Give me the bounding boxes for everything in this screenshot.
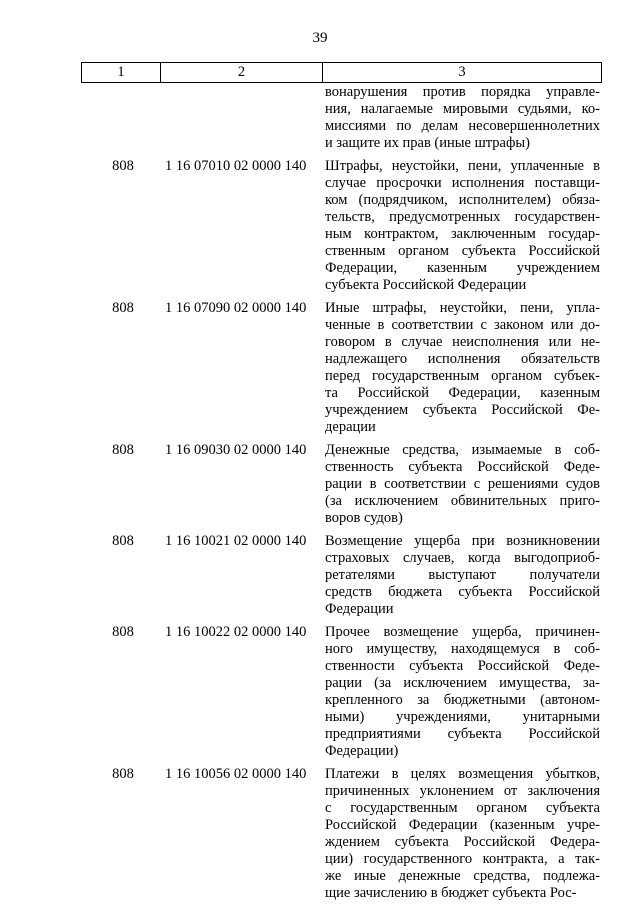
description-line: Денежные средства, изымаемые в соб-	[325, 442, 600, 458]
description-line: рации в соответствии с решениями судов	[325, 476, 600, 492]
kbk-code-cell: 1 16 09030 02 0000 140	[165, 442, 307, 458]
description-line: рации (за исключением имущества, за-	[325, 675, 600, 691]
kbk-code-cell: 1 16 07090 02 0000 140	[165, 300, 307, 316]
admin-code-cell: 808	[112, 442, 134, 458]
description-line: миссиями по делам несовершеннолетних	[325, 118, 600, 134]
description-line: щие зачислению в бюджет субъекта Рос-	[325, 885, 577, 901]
description-cell	[325, 624, 600, 760]
description-line: воров судов)	[325, 510, 403, 526]
description-line: Федерации	[325, 601, 394, 617]
admin-code-cell: 808	[112, 766, 134, 782]
description-line: ченные в соответствии с законом или до-	[325, 317, 600, 333]
kbk-code-cell: 1 16 10056 02 0000 140	[165, 766, 307, 782]
description-line: Штрафы, неустойки, пени, уплаченные в	[325, 158, 600, 174]
description-line: средств бюджета субъекта Российской	[325, 584, 600, 600]
kbk-code-cell: 1 16 10021 02 0000 140	[165, 533, 307, 549]
description-line: субъекта Российской Федерации	[325, 277, 527, 293]
description-line: предприятиями субъекта Российской	[325, 726, 600, 742]
description-line: ным контрактом, заключенным государ-	[325, 226, 600, 242]
header-col-2: 2	[161, 63, 323, 83]
description-cell	[325, 158, 600, 294]
table-row	[81, 533, 600, 618]
table-row	[81, 624, 600, 760]
table-header	[81, 62, 602, 83]
description-line: крепленного за бюджетными (автоном-	[325, 692, 600, 708]
description-line: с государственным органом субъекта	[325, 800, 600, 816]
description-line: страховых случаев, когда выгодоприоб-	[325, 550, 600, 566]
description-line: ного имуществу, находящемуся в соб-	[325, 641, 600, 657]
description-line: ственность субъекта Российской Феде-	[325, 459, 600, 475]
description-cell	[325, 84, 600, 152]
description-line: та Российской Федерации, казенным	[325, 385, 600, 401]
description-line: ными) учреждениями, унитарными	[325, 709, 600, 725]
description-cell	[325, 442, 600, 527]
description-line: учреждением субъекта Российской Фе-	[325, 402, 600, 418]
description-line: и защите их прав (иные штрафы)	[325, 135, 530, 151]
description-line: ждением субъекта Российской Федера-	[325, 834, 600, 850]
description-line: ретателями выступают получатели	[325, 567, 600, 583]
description-line: случае просрочки исполнения поставщи-	[325, 175, 600, 191]
kbk-code-cell: 1 16 10022 02 0000 140	[165, 624, 307, 640]
description-line: вонарушения против порядка управле-	[325, 84, 600, 100]
admin-code-cell: 808	[112, 300, 134, 316]
description-cell	[325, 533, 600, 618]
description-line: перед государственным органом субъек-	[325, 368, 600, 384]
description-line: же иные денежные средства, подлежа-	[325, 868, 600, 884]
page-number: 39	[312, 30, 328, 46]
description-line: Платежи в целях возмещения убытков,	[325, 766, 600, 782]
description-line: ственным органом субъекта Российской	[325, 243, 600, 259]
description-line: Российской Федерации (казенным учре-	[325, 817, 600, 833]
description-line: тельств, предусмотренных государствен-	[325, 209, 600, 225]
table-row	[81, 442, 600, 527]
description-cell	[325, 300, 600, 436]
table-row	[81, 300, 600, 436]
header-col-3: 3	[323, 63, 602, 83]
description-line: Возмещение ущерба при возникновении	[325, 533, 600, 549]
description-line: причиненных уклонением от заключения	[325, 783, 600, 799]
description-line: ственности субъекта Российской Феде-	[325, 658, 600, 674]
header-col-1: 1	[82, 63, 161, 83]
description-line: Федерации)	[325, 743, 399, 759]
description-line: надлежащего исполнения обязательств	[325, 351, 600, 367]
admin-code-cell: 808	[112, 624, 134, 640]
description-line: говором в случае неисполнения или не-	[325, 334, 600, 350]
table-row	[81, 84, 600, 152]
description-line: ком (подрядчиком, исполнителем) обяза-	[325, 192, 600, 208]
description-line: (за исключением обвинительных приго-	[325, 493, 600, 509]
description-line: Федерации, казенным учреждением	[325, 260, 600, 276]
kbk-code-cell: 1 16 07010 02 0000 140	[165, 158, 307, 174]
admin-code-cell: 808	[112, 158, 134, 174]
table-body	[81, 84, 600, 902]
description-line: Прочее возмещение ущерба, причинен-	[325, 624, 600, 640]
description-line: Иные штрафы, неустойки, пени, упла-	[325, 300, 600, 316]
description-line: ния, налагаемые мировыми судьями, ко-	[325, 101, 600, 117]
description-line: ции) государственного контракта, а так-	[325, 851, 600, 867]
description-line: дерации	[325, 419, 376, 435]
description-cell	[325, 766, 600, 902]
table-row	[81, 766, 600, 902]
table-row	[81, 158, 600, 294]
admin-code-cell: 808	[112, 533, 134, 549]
